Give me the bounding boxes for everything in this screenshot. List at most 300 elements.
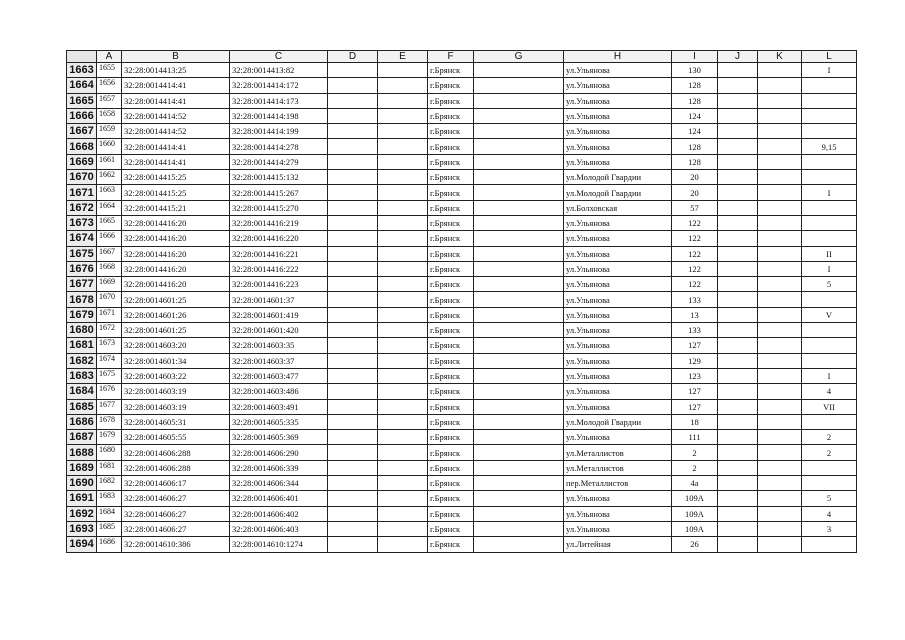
cell-j[interactable]: [718, 139, 758, 154]
cell-a[interactable]: 1680: [97, 445, 122, 460]
cell-j[interactable]: [718, 185, 758, 200]
cell-e[interactable]: [378, 200, 428, 215]
cell-e[interactable]: [378, 430, 428, 445]
cell-c[interactable]: 32:28:0014606:344: [230, 476, 328, 491]
cell-i[interactable]: 109А: [672, 491, 718, 506]
cell-j[interactable]: [718, 154, 758, 169]
cell-c[interactable]: 32:28:0014416:223: [230, 277, 328, 292]
cell-l[interactable]: 2: [802, 430, 857, 445]
cell-l[interactable]: I: [802, 261, 857, 276]
row-number[interactable]: 1692: [67, 506, 97, 521]
cell-l[interactable]: [802, 460, 857, 475]
column-header-e[interactable]: E: [378, 51, 428, 63]
cell-f[interactable]: г.Брянск: [428, 506, 474, 521]
cell-i[interactable]: 122: [672, 246, 718, 261]
cell-l[interactable]: [802, 124, 857, 139]
cell-b[interactable]: 32:28:0014606:27: [122, 521, 230, 536]
cell-f[interactable]: г.Брянск: [428, 353, 474, 368]
cell-a[interactable]: 1671: [97, 307, 122, 322]
cell-d[interactable]: [328, 277, 378, 292]
cell-a[interactable]: 1665: [97, 215, 122, 230]
cell-a[interactable]: 1685: [97, 521, 122, 536]
cell-d[interactable]: [328, 78, 378, 93]
cell-h[interactable]: ул.Ульянова: [564, 215, 672, 230]
cell-l[interactable]: 5: [802, 277, 857, 292]
cell-j[interactable]: [718, 445, 758, 460]
cell-d[interactable]: [328, 338, 378, 353]
cell-g[interactable]: [474, 170, 564, 185]
row-number[interactable]: 1664: [67, 78, 97, 93]
cell-d[interactable]: [328, 231, 378, 246]
cell-l[interactable]: [802, 414, 857, 429]
cell-c[interactable]: 32:28:0014603:486: [230, 384, 328, 399]
cell-e[interactable]: [378, 414, 428, 429]
cell-f[interactable]: г.Брянск: [428, 215, 474, 230]
cell-j[interactable]: [718, 231, 758, 246]
cell-j[interactable]: [718, 506, 758, 521]
cell-f[interactable]: г.Брянск: [428, 292, 474, 307]
cell-k[interactable]: [758, 430, 802, 445]
cell-h[interactable]: ул.Ульянова: [564, 124, 672, 139]
cell-b[interactable]: 32:28:0014601:34: [122, 353, 230, 368]
cell-e[interactable]: [378, 537, 428, 552]
cell-f[interactable]: г.Брянск: [428, 491, 474, 506]
cell-a[interactable]: 1658: [97, 108, 122, 123]
row-number[interactable]: 1685: [67, 399, 97, 414]
corner-header[interactable]: [67, 51, 97, 63]
cell-k[interactable]: [758, 185, 802, 200]
cell-g[interactable]: [474, 323, 564, 338]
cell-a[interactable]: 1661: [97, 154, 122, 169]
cell-j[interactable]: [718, 460, 758, 475]
cell-k[interactable]: [758, 93, 802, 108]
cell-l[interactable]: VII: [802, 399, 857, 414]
cell-c[interactable]: 32:28:0014606:339: [230, 460, 328, 475]
cell-j[interactable]: [718, 215, 758, 230]
cell-e[interactable]: [378, 491, 428, 506]
cell-i[interactable]: 4а: [672, 476, 718, 491]
cell-g[interactable]: [474, 476, 564, 491]
cell-k[interactable]: [758, 368, 802, 383]
cell-j[interactable]: [718, 353, 758, 368]
cell-a[interactable]: 1673: [97, 338, 122, 353]
cell-a[interactable]: 1681: [97, 460, 122, 475]
cell-i[interactable]: 122: [672, 277, 718, 292]
cell-j[interactable]: [718, 537, 758, 552]
cell-c[interactable]: 32:28:0014415:270: [230, 200, 328, 215]
cell-g[interactable]: [474, 491, 564, 506]
cell-h[interactable]: ул.Молодой Гвардии: [564, 414, 672, 429]
column-header-a[interactable]: A: [97, 51, 122, 63]
cell-b[interactable]: 32:28:0014414:41: [122, 93, 230, 108]
cell-a[interactable]: 1667: [97, 246, 122, 261]
cell-l[interactable]: 3: [802, 521, 857, 536]
cell-i[interactable]: 128: [672, 154, 718, 169]
cell-e[interactable]: [378, 78, 428, 93]
cell-g[interactable]: [474, 399, 564, 414]
cell-g[interactable]: [474, 414, 564, 429]
cell-i[interactable]: 128: [672, 93, 718, 108]
cell-l[interactable]: 4: [802, 384, 857, 399]
cell-j[interactable]: [718, 521, 758, 536]
cell-k[interactable]: [758, 246, 802, 261]
cell-c[interactable]: 32:28:0014601:419: [230, 307, 328, 322]
row-number[interactable]: 1672: [67, 200, 97, 215]
cell-c[interactable]: 32:28:0014601:420: [230, 323, 328, 338]
cell-e[interactable]: [378, 323, 428, 338]
cell-a[interactable]: 1662: [97, 170, 122, 185]
cell-f[interactable]: г.Брянск: [428, 384, 474, 399]
cell-b[interactable]: 32:28:0014416:20: [122, 231, 230, 246]
cell-h[interactable]: ул.Молодой Гвардии: [564, 170, 672, 185]
cell-d[interactable]: [328, 353, 378, 368]
cell-h[interactable]: ул.Ульянова: [564, 506, 672, 521]
row-number[interactable]: 1689: [67, 460, 97, 475]
cell-d[interactable]: [328, 292, 378, 307]
cell-e[interactable]: [378, 338, 428, 353]
row-number[interactable]: 1665: [67, 93, 97, 108]
cell-g[interactable]: [474, 460, 564, 475]
cell-g[interactable]: [474, 200, 564, 215]
cell-e[interactable]: [378, 277, 428, 292]
cell-d[interactable]: [328, 93, 378, 108]
cell-f[interactable]: г.Брянск: [428, 231, 474, 246]
cell-k[interactable]: [758, 476, 802, 491]
cell-h[interactable]: ул.Ульянова: [564, 78, 672, 93]
cell-c[interactable]: 32:28:0014605:335: [230, 414, 328, 429]
cell-d[interactable]: [328, 200, 378, 215]
cell-e[interactable]: [378, 353, 428, 368]
cell-a[interactable]: 1682: [97, 476, 122, 491]
cell-l[interactable]: [802, 170, 857, 185]
cell-c[interactable]: 32:28:0014606:403: [230, 521, 328, 536]
cell-f[interactable]: г.Брянск: [428, 139, 474, 154]
cell-a[interactable]: 1659: [97, 124, 122, 139]
cell-c[interactable]: 32:28:0014606:401: [230, 491, 328, 506]
cell-l[interactable]: 2: [802, 445, 857, 460]
cell-c[interactable]: 32:28:0014603:37: [230, 353, 328, 368]
cell-l[interactable]: [802, 108, 857, 123]
cell-l[interactable]: I: [802, 368, 857, 383]
column-header-f[interactable]: F: [428, 51, 474, 63]
cell-l[interactable]: V: [802, 307, 857, 322]
cell-h[interactable]: ул.Ульянова: [564, 154, 672, 169]
cell-k[interactable]: [758, 445, 802, 460]
cell-b[interactable]: 32:28:0014606:27: [122, 491, 230, 506]
row-number[interactable]: 1694: [67, 537, 97, 552]
cell-e[interactable]: [378, 292, 428, 307]
cell-k[interactable]: [758, 307, 802, 322]
cell-f[interactable]: г.Брянск: [428, 154, 474, 169]
cell-l[interactable]: I: [802, 185, 857, 200]
cell-d[interactable]: [328, 414, 378, 429]
cell-f[interactable]: г.Брянск: [428, 185, 474, 200]
column-header-g[interactable]: G: [474, 51, 564, 63]
cell-b[interactable]: 32:28:0014414:41: [122, 139, 230, 154]
row-number[interactable]: 1678: [67, 292, 97, 307]
cell-g[interactable]: [474, 338, 564, 353]
cell-g[interactable]: [474, 292, 564, 307]
cell-b[interactable]: 32:28:0014603:19: [122, 384, 230, 399]
cell-k[interactable]: [758, 78, 802, 93]
cell-a[interactable]: 1660: [97, 139, 122, 154]
cell-g[interactable]: [474, 353, 564, 368]
cell-g[interactable]: [474, 231, 564, 246]
cell-g[interactable]: [474, 521, 564, 536]
row-number[interactable]: 1683: [67, 368, 97, 383]
row-number[interactable]: 1666: [67, 108, 97, 123]
cell-j[interactable]: [718, 78, 758, 93]
cell-a[interactable]: 1668: [97, 261, 122, 276]
cell-b[interactable]: 32:28:0014414:41: [122, 154, 230, 169]
cell-h[interactable]: ул.Ульянова: [564, 93, 672, 108]
cell-l[interactable]: [802, 292, 857, 307]
cell-e[interactable]: [378, 399, 428, 414]
row-number[interactable]: 1676: [67, 261, 97, 276]
cell-h[interactable]: ул.Ульянова: [564, 277, 672, 292]
cell-f[interactable]: г.Брянск: [428, 170, 474, 185]
cell-j[interactable]: [718, 338, 758, 353]
cell-h[interactable]: ул.Молодой Гвардии: [564, 185, 672, 200]
cell-b[interactable]: 32:28:0014416:20: [122, 215, 230, 230]
cell-e[interactable]: [378, 384, 428, 399]
cell-k[interactable]: [758, 154, 802, 169]
cell-g[interactable]: [474, 63, 564, 78]
cell-b[interactable]: 32:28:0014605:31: [122, 414, 230, 429]
cell-f[interactable]: г.Брянск: [428, 368, 474, 383]
row-number[interactable]: 1675: [67, 246, 97, 261]
cell-e[interactable]: [378, 506, 428, 521]
cell-c[interactable]: 32:28:0014610:1274: [230, 537, 328, 552]
cell-a[interactable]: 1656: [97, 78, 122, 93]
cell-i[interactable]: 57: [672, 200, 718, 215]
cell-j[interactable]: [718, 476, 758, 491]
cell-l[interactable]: [802, 231, 857, 246]
cell-a[interactable]: 1675: [97, 368, 122, 383]
cell-k[interactable]: [758, 414, 802, 429]
cell-c[interactable]: 32:28:0014415:267: [230, 185, 328, 200]
cell-l[interactable]: [802, 537, 857, 552]
cell-e[interactable]: [378, 93, 428, 108]
cell-d[interactable]: [328, 185, 378, 200]
cell-c[interactable]: 32:28:0014416:219: [230, 215, 328, 230]
cell-b[interactable]: 32:28:0014605:55: [122, 430, 230, 445]
cell-a[interactable]: 1669: [97, 277, 122, 292]
cell-e[interactable]: [378, 460, 428, 475]
cell-k[interactable]: [758, 292, 802, 307]
row-number[interactable]: 1691: [67, 491, 97, 506]
cell-i[interactable]: 122: [672, 215, 718, 230]
cell-a[interactable]: 1666: [97, 231, 122, 246]
row-number[interactable]: 1690: [67, 476, 97, 491]
cell-f[interactable]: г.Брянск: [428, 200, 474, 215]
cell-a[interactable]: 1663: [97, 185, 122, 200]
cell-i[interactable]: 124: [672, 124, 718, 139]
cell-k[interactable]: [758, 399, 802, 414]
cell-a[interactable]: 1686: [97, 537, 122, 552]
cell-c[interactable]: 32:28:0014603:491: [230, 399, 328, 414]
cell-a[interactable]: 1684: [97, 506, 122, 521]
cell-f[interactable]: г.Брянск: [428, 537, 474, 552]
cell-l[interactable]: 5: [802, 491, 857, 506]
cell-j[interactable]: [718, 93, 758, 108]
cell-h[interactable]: ул.Ульянова: [564, 63, 672, 78]
cell-g[interactable]: [474, 139, 564, 154]
cell-k[interactable]: [758, 277, 802, 292]
cell-k[interactable]: [758, 108, 802, 123]
cell-l[interactable]: [802, 353, 857, 368]
cell-b[interactable]: 32:28:0014606:17: [122, 476, 230, 491]
cell-g[interactable]: [474, 185, 564, 200]
cell-b[interactable]: 32:28:0014601:25: [122, 323, 230, 338]
cell-g[interactable]: [474, 246, 564, 261]
cell-k[interactable]: [758, 200, 802, 215]
cell-l[interactable]: [802, 154, 857, 169]
cell-e[interactable]: [378, 445, 428, 460]
cell-g[interactable]: [474, 445, 564, 460]
cell-f[interactable]: г.Брянск: [428, 430, 474, 445]
cell-i[interactable]: 122: [672, 261, 718, 276]
cell-d[interactable]: [328, 506, 378, 521]
cell-b[interactable]: 32:28:0014414:52: [122, 108, 230, 123]
cell-j[interactable]: [718, 430, 758, 445]
column-header-b[interactable]: B: [122, 51, 230, 63]
row-number[interactable]: 1682: [67, 353, 97, 368]
cell-e[interactable]: [378, 185, 428, 200]
cell-j[interactable]: [718, 414, 758, 429]
cell-g[interactable]: [474, 261, 564, 276]
cell-c[interactable]: 32:28:0014414:198: [230, 108, 328, 123]
cell-l[interactable]: [802, 93, 857, 108]
cell-b[interactable]: 32:28:0014601:26: [122, 307, 230, 322]
cell-d[interactable]: [328, 108, 378, 123]
cell-k[interactable]: [758, 338, 802, 353]
cell-e[interactable]: [378, 215, 428, 230]
cell-l[interactable]: [802, 323, 857, 338]
cell-k[interactable]: [758, 231, 802, 246]
cell-j[interactable]: [718, 63, 758, 78]
cell-f[interactable]: г.Брянск: [428, 307, 474, 322]
cell-c[interactable]: 32:28:0014603:477: [230, 368, 328, 383]
cell-h[interactable]: ул.Ульянова: [564, 430, 672, 445]
cell-h[interactable]: ул.Ульянова: [564, 353, 672, 368]
cell-i[interactable]: 128: [672, 78, 718, 93]
cell-d[interactable]: [328, 384, 378, 399]
cell-b[interactable]: 32:28:0014416:20: [122, 246, 230, 261]
row-number[interactable]: 1684: [67, 384, 97, 399]
cell-j[interactable]: [718, 261, 758, 276]
cell-b[interactable]: 32:28:0014414:41: [122, 78, 230, 93]
cell-f[interactable]: г.Брянск: [428, 414, 474, 429]
cell-c[interactable]: 32:28:0014416:220: [230, 231, 328, 246]
cell-j[interactable]: [718, 108, 758, 123]
cell-g[interactable]: [474, 384, 564, 399]
cell-l[interactable]: 4: [802, 506, 857, 521]
cell-j[interactable]: [718, 399, 758, 414]
cell-e[interactable]: [378, 246, 428, 261]
cell-h[interactable]: пер.Металлистов: [564, 476, 672, 491]
cell-d[interactable]: [328, 261, 378, 276]
cell-d[interactable]: [328, 307, 378, 322]
cell-j[interactable]: [718, 491, 758, 506]
cell-b[interactable]: 32:28:0014416:20: [122, 277, 230, 292]
cell-b[interactable]: 32:28:0014610:386: [122, 537, 230, 552]
cell-j[interactable]: [718, 368, 758, 383]
cell-k[interactable]: [758, 323, 802, 338]
cell-i[interactable]: 122: [672, 231, 718, 246]
cell-d[interactable]: [328, 154, 378, 169]
cell-i[interactable]: 109А: [672, 506, 718, 521]
cell-h[interactable]: ул.Ульянова: [564, 292, 672, 307]
cell-h[interactable]: ул.Болховская: [564, 200, 672, 215]
cell-b[interactable]: 32:28:0014606:288: [122, 445, 230, 460]
cell-i[interactable]: 2: [672, 445, 718, 460]
cell-i[interactable]: 18: [672, 414, 718, 429]
cell-j[interactable]: [718, 307, 758, 322]
cell-f[interactable]: г.Брянск: [428, 108, 474, 123]
cell-b[interactable]: 32:28:0014601:25: [122, 292, 230, 307]
cell-c[interactable]: 32:28:0014603:35: [230, 338, 328, 353]
cell-l[interactable]: I: [802, 63, 857, 78]
cell-d[interactable]: [328, 63, 378, 78]
cell-g[interactable]: [474, 307, 564, 322]
cell-a[interactable]: 1674: [97, 353, 122, 368]
cell-e[interactable]: [378, 63, 428, 78]
cell-l[interactable]: II: [802, 246, 857, 261]
cell-d[interactable]: [328, 246, 378, 261]
cell-h[interactable]: ул.Ульянова: [564, 399, 672, 414]
column-header-j[interactable]: J: [718, 51, 758, 63]
cell-d[interactable]: [328, 399, 378, 414]
cell-f[interactable]: г.Брянск: [428, 246, 474, 261]
cell-a[interactable]: 1678: [97, 414, 122, 429]
cell-g[interactable]: [474, 78, 564, 93]
row-number[interactable]: 1681: [67, 338, 97, 353]
cell-d[interactable]: [328, 124, 378, 139]
cell-l[interactable]: [802, 78, 857, 93]
cell-b[interactable]: 32:28:0014416:20: [122, 261, 230, 276]
cell-j[interactable]: [718, 200, 758, 215]
cell-e[interactable]: [378, 261, 428, 276]
cell-f[interactable]: г.Брянск: [428, 93, 474, 108]
cell-h[interactable]: ул.Ульянова: [564, 521, 672, 536]
cell-c[interactable]: 32:28:0014606:402: [230, 506, 328, 521]
cell-k[interactable]: [758, 261, 802, 276]
cell-e[interactable]: [378, 170, 428, 185]
cell-k[interactable]: [758, 63, 802, 78]
column-header-d[interactable]: D: [328, 51, 378, 63]
cell-h[interactable]: ул.Ульянова: [564, 139, 672, 154]
cell-b[interactable]: 32:28:0014415:25: [122, 185, 230, 200]
cell-i[interactable]: 13: [672, 307, 718, 322]
cell-a[interactable]: 1657: [97, 93, 122, 108]
cell-g[interactable]: [474, 506, 564, 521]
cell-b[interactable]: 32:28:0014413:25: [122, 63, 230, 78]
cell-g[interactable]: [474, 215, 564, 230]
cell-d[interactable]: [328, 368, 378, 383]
cell-h[interactable]: ул.Ульянова: [564, 323, 672, 338]
cell-g[interactable]: [474, 277, 564, 292]
column-header-c[interactable]: C: [230, 51, 328, 63]
cell-c[interactable]: 32:28:0014606:290: [230, 445, 328, 460]
cell-h[interactable]: ул.Металлистов: [564, 445, 672, 460]
cell-l[interactable]: 9,15: [802, 139, 857, 154]
cell-i[interactable]: 128: [672, 139, 718, 154]
column-header-i[interactable]: I: [672, 51, 718, 63]
cell-i[interactable]: 26: [672, 537, 718, 552]
cell-d[interactable]: [328, 521, 378, 536]
cell-d[interactable]: [328, 430, 378, 445]
